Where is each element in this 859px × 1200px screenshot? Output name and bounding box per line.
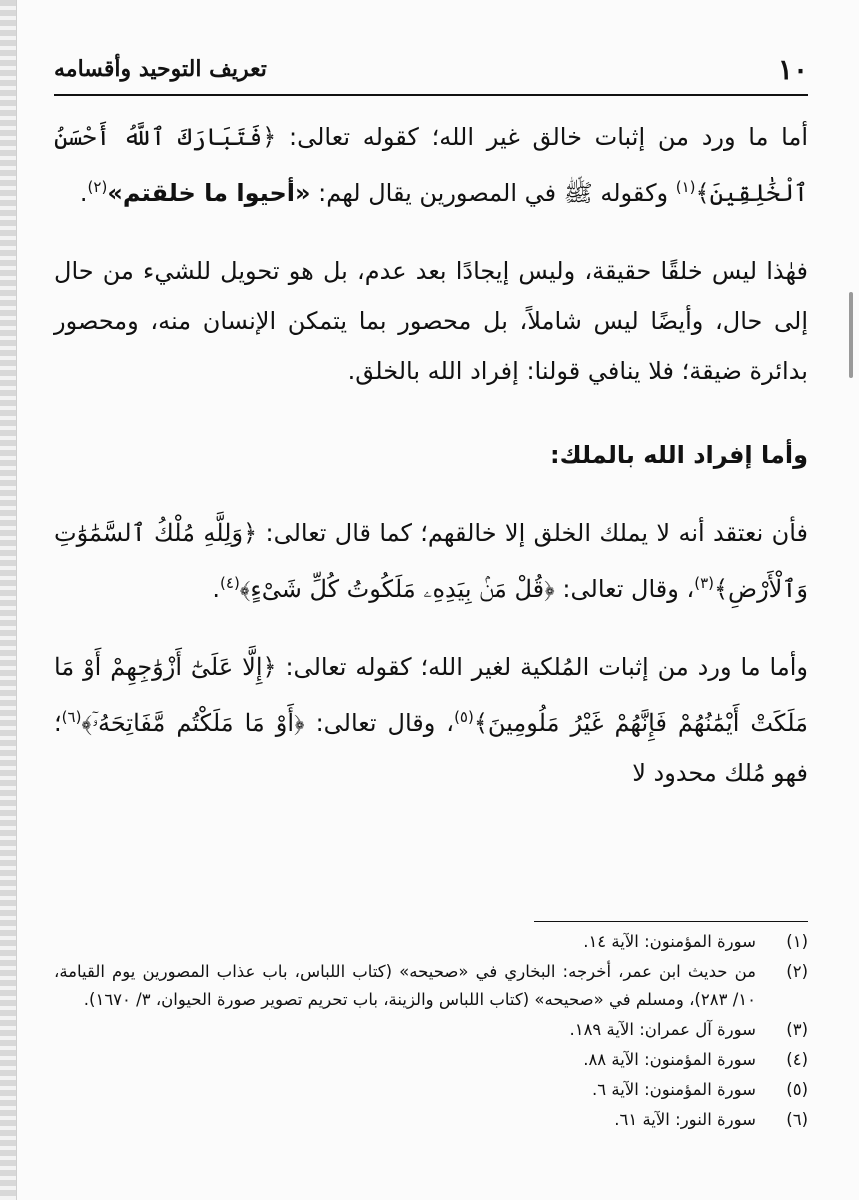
footnotes [54,928,808,1136]
paragraph-1 [54,112,808,218]
quran-verse-1: ﴿فَتَبَارَكَ ٱللَّهُ أَحْسَنُ ٱلْخَٰلِقِينَ﴾ [54,123,808,207]
footnote-item [54,958,808,1014]
quran-verse-5: ﴿إِلَّا عَلَىٰٓ أَزْوَٰجِهِمْ أَوْ مَا مَلَكَتْ أَيْمَٰنُهُمْ فَإِنَّهُمْ غَيْرُ مَلُومِينَ﴾ [54,653,808,737]
paragraph-4-text-c: ؛ فهو مُلك محدود لا [54,709,808,787]
footnote-ref-6[interactable]: (٦) [61,708,82,726]
page-binding-edge [0,0,17,1200]
paragraph-3 [54,508,808,614]
footnote-ref-4[interactable]: (٤) [220,574,240,592]
footnote-item [54,1016,808,1044]
footnote-item [54,928,808,956]
footnote-number: (٣) [786,1020,808,1039]
footnote-item [54,1046,808,1074]
footnote-item [54,1106,808,1134]
footnote-number: (٤) [786,1050,808,1069]
paragraph-1-text-c: . [79,179,88,207]
footnote-number: (١) [786,932,808,951]
footnote-number: (٦) [786,1110,808,1129]
paragraph-4-text-a: وأما ما ورد من إثبات المُلكية لغير الله؛ كقوله تعالى: [276,653,808,681]
footnote-text: سورة المؤمنون: الآية ٨٨. [583,1050,756,1069]
paragraph-3-text-b: ، وقال تعالى: [554,575,695,603]
paragraph-2: فهٰذا ليس خلقًا حقيقة، وليس إيجادًا بعد عدم، بل هو تحويل للشيء من حال إلى حال، وأيضًا ليس شاملاً، بل محصور بما يتمكن الإنسان منه، ومحصور بدائرة ضيقة؛ فلا ينافي قولنا: إفراد الله بالخلق. [54,257,808,385]
page-number: ١٠ [777,52,808,86]
footnote-text: سورة المؤمنون: الآية ٦. [592,1080,756,1099]
paragraph-1-text-b: وكقوله ﷺ في المصورين يقال لهم: [310,179,676,207]
paragraph-3-text-c: . [212,575,221,603]
footnote-ref-3[interactable]: (٣) [694,574,714,592]
paragraph-3-text-a: فأن نعتقد أنه لا يملك الخلق إلا خالقهم؛ كما قال تعالى: [257,519,808,547]
section-heading: وأما إفراد الله بالملك: [550,441,808,469]
footnote-text: سورة النور: الآية ٦١. [614,1110,756,1129]
footnote-ref-1[interactable]: (١) [675,178,696,196]
footnote-text: سورة المؤمنون: الآية ١٤. [583,932,756,951]
footnote-item [54,1076,808,1104]
footnote-separator [534,921,808,922]
footnote-text: من حديث ابن عمر، أخرجه: البخاري في «صحيحه» (كتاب اللباس، باب عذاب المصورين يوم القيامة، ١٠/ ٢٨٣)، ومسلم في «صحيحه» (كتاب اللباس والزينة، باب تحريم تصوير صورة الحيوان، ٣/ ١٦٧٠). [54,962,756,1009]
page-header [54,44,808,96]
footnote-text: سورة آل عمران: الآية ١٨٩. [569,1020,756,1039]
footnote-ref-2[interactable]: (٢) [87,178,108,196]
footnote-number: (٢) [786,962,808,981]
page-body [54,104,808,909]
scroll-indicator[interactable] [849,292,853,378]
paragraph-4 [54,642,808,798]
footnote-ref-5[interactable]: (٥) [454,708,474,726]
hadith-quote: «أحيوا ما خلقتم» [107,179,311,207]
paragraph-4-text-b: ، وقال تعالى: [304,709,455,737]
quran-verse-3: ﴿وَلِلَّهِ مُلْكُ ٱلسَّمَٰوَٰتِ وَٱلْأَرْضِ﴾ [54,519,808,603]
quran-verse-4: ﴿قُلْ مَنۢ بِيَدِهِۦ مَلَكُوتُ كُلِّ شَىْءٍ﴾ [239,575,555,603]
running-title: تعريف التوحيد وأقسامه [54,56,267,82]
footnote-number: (٥) [786,1080,808,1099]
quran-verse-6: ﴿أَوْ مَا مَلَكْتُم مَّفَاتِحَهُۥٓ﴾ [81,709,305,737]
paragraph-1-text-a: أما ما ورد من إثبات خالق غير الله؛ كقوله تعالى: [276,123,808,151]
